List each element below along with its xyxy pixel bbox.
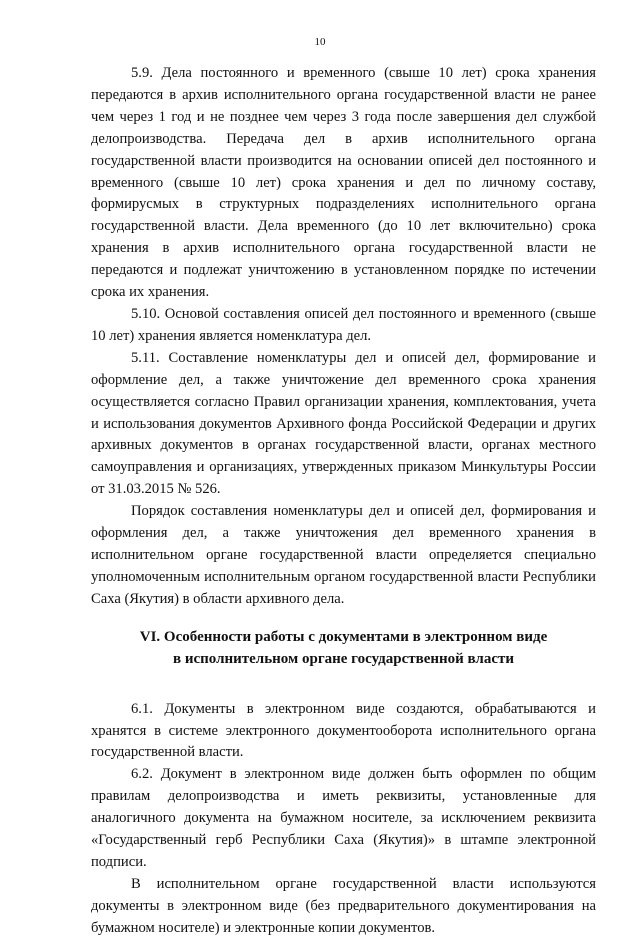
paragraph-electronic-docs: В исполнительном органе государственной власти используются документы в электронном виде (без предварительного документирования на бумажном носителе) и электронные копии документов.: [91, 875, 596, 936]
section-heading-line-2: в исполнительном органе государственной власти: [172, 650, 515, 667]
paragraph-5-10: 5.10. Основой составления описей дел постоянного и временного (свыше 10 лет) хранения является номенклатура дел.: [91, 305, 596, 344]
section-heading: [91, 626, 596, 670]
paragraph-5-9: 5.9. Дела постоянного и временного (свыше 10 лет) срока хранения передаются в архив исполнительного органа государственной власти не ранее чем через 1 год и не позднее чем через 3 года после завершения дел службой делопроизводства. Передача дел в архив исполнительного органа государственной власти производится на основании описей дел постоянного и временного (свыше 10 лет) срока хранения и дел по личному составу, формирусмых в структурных подразделениях исполнительного органа государственной власти. Дела временного (до 10 лет включительно) срока хранения в архив исполнительного органа государственной власти не передаются и подлежат уничтожению в установленном порядке по истечении срока их хранения.: [91, 65, 596, 301]
paragraph-6-1: 6.1. Документы в электронном виде создаются, обрабатываются и хранятся в системе электронного документооборота исполнительного органа государственной власти.: [91, 700, 596, 761]
paragraph-procedure: Порядок составления номенклатуры дел и описей дел, формирования и оформления дел, а также уничтожения дел временного хранения в исполнительном органе государственной власти определяется специально уполномоченным исполнительным органом государственной власти Республики Саха (Якутия) в области архивного дела.: [91, 503, 596, 607]
page-number: 10: [314, 36, 326, 48]
paragraph-6-2: 6.2. Документ в электронном виде должен быть оформлен по общим правилам делопроизводства и иметь реквизиты, установленные для аналогичного документа на бумажном носителе, за исключением реквизита «Государственный герб Республики Саха (Якутия)» в штампе электронной подписи.: [91, 766, 596, 870]
document-body: [91, 63, 596, 940]
section-heading-line-1: VI. Особенности работы с документами в электронном виде: [139, 628, 548, 645]
paragraph-5-11: 5.11. Составление номенклатуры дел и описей дел, формирование и оформление дел, а также уничтожение дел временного срока хранения осуществляется согласно Правил организации хранения, комплектования, учета и использования документов Архивного фонда Российской Федерации и других архивных документов в органах государственной власти, органах местного самоуправления и организациях, утвержденных приказом Минкультуры России от 31.03.2015 № 526.: [91, 349, 596, 498]
